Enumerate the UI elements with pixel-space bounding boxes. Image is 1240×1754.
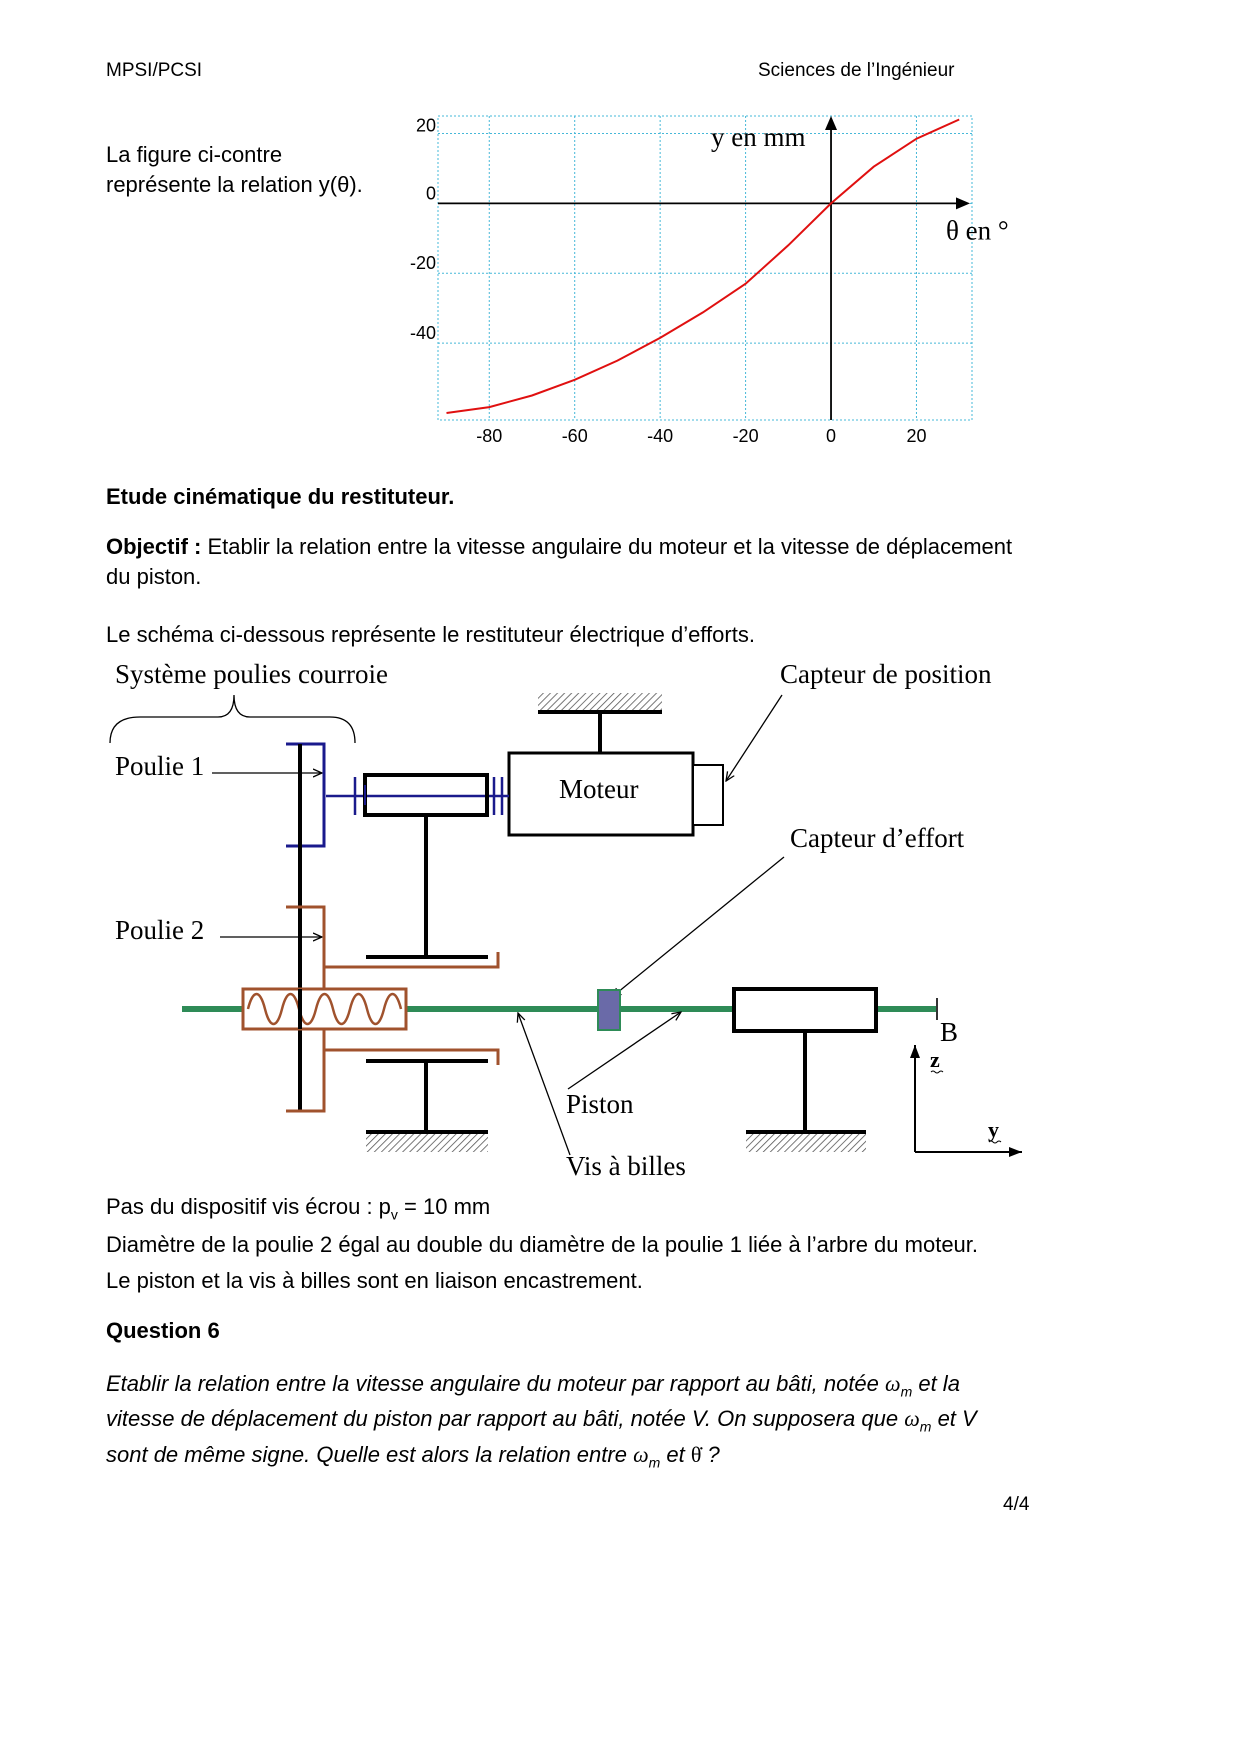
chart-y-tick-label: 0 [425, 183, 436, 204]
omega-sub-3: m [648, 1454, 661, 1471]
chart-curve-y-theta [447, 120, 960, 414]
label-capteur-effort: Capteur d’effort [790, 823, 965, 853]
frame-hatch-motor [538, 693, 662, 711]
omega-symbol-3: ω [633, 1441, 649, 1467]
question-l3-c: ? [701, 1441, 720, 1467]
question-l2-b: et V [931, 1406, 977, 1432]
arrow-piston [568, 1012, 681, 1089]
header-left: MPSI/PCSI [106, 60, 203, 81]
brace-systeme [110, 695, 355, 743]
frame-hatch-lower-right [746, 1134, 866, 1152]
intro-text [106, 140, 363, 200]
chart-ylabel: y en mm [711, 122, 806, 152]
chart-x-tick-label: -80 [476, 426, 503, 446]
chart-ticks [410, 115, 926, 446]
y-theta-chart [380, 100, 1040, 460]
chart-axes [438, 116, 970, 420]
omega-sub: m [900, 1383, 913, 1400]
objective [106, 532, 1036, 592]
pulley-2-upper-arm [324, 952, 498, 967]
pitch-prefix: Pas du dispositif vis écrou : p [106, 1194, 391, 1219]
intro-line-2: représente la relation y(θ). [106, 172, 363, 197]
question-l1-b: et la [912, 1371, 960, 1396]
label-poulie-2: Poulie 2 [115, 915, 205, 945]
chart-x-tick-label: 20 [906, 426, 927, 446]
question-line-3 [106, 1441, 1046, 1476]
chart-x-arrowhead [956, 197, 970, 209]
chart-grid [438, 116, 972, 420]
chart-y-tick-label: -20 [409, 253, 436, 274]
pitch-suffix: = 10 mm [397, 1194, 491, 1219]
question-l3-b: et [660, 1441, 691, 1467]
schema-intro: Le schéma ci-dessous représente le restituteur électrique d’efforts. [106, 622, 755, 647]
frame-hatch-lower-left [366, 1134, 488, 1152]
section-title: Etude cinématique du restituteur. [106, 484, 455, 509]
chart-x-tick-label: -60 [561, 426, 588, 446]
link-line: Le piston et la vis à billes sont en liaison encastrement. [106, 1268, 643, 1293]
question-line-2 [106, 1405, 1046, 1440]
question-line-1 [106, 1370, 1046, 1405]
arrow-capteur-effort [612, 857, 784, 997]
kinematic-diagram [100, 655, 1040, 1195]
pulley-1 [286, 744, 324, 846]
label-axis-z: z [930, 1047, 940, 1072]
pitch-line [106, 1192, 490, 1229]
intro-line-1: La figure ci-contre [106, 142, 283, 167]
chart-y-arrowhead [825, 116, 837, 130]
pitch-sub: v [390, 1206, 398, 1223]
label-systeme-poulies: Système poulies courroie [115, 659, 388, 689]
theta-dot-symbol: θ̇ [690, 1441, 702, 1467]
chart-grid-frame [438, 116, 972, 420]
label-poulie-1: Poulie 1 [115, 751, 205, 781]
label-axis-y: y [988, 1117, 999, 1142]
label-point-b: B [940, 1017, 959, 1047]
chart-x-tick-label: 0 [826, 426, 837, 446]
chart-x-tick-label: -40 [647, 426, 674, 446]
label-capteur-position: Capteur de position [780, 659, 992, 689]
omega-symbol-2: ω [904, 1406, 920, 1432]
force-sensor [598, 990, 620, 1030]
arrow-vis-billes [518, 1013, 570, 1155]
omega-sub-2: m [919, 1418, 932, 1435]
chart-y-tick-label: 20 [415, 115, 436, 136]
question-l3-a: sont de même signe. Quelle est alors la relation entre [106, 1441, 634, 1467]
question-body [106, 1370, 1046, 1476]
chart-xlabel: θ en ° [946, 215, 1009, 246]
diameter-line: Diamètre de la poulie 2 égal au double du diamètre de la poulie 1 liée à l’arbre du moteur. [106, 1232, 979, 1257]
chart-y-tick-label: -40 [409, 323, 436, 344]
chart-x-tick-label: -20 [732, 426, 759, 446]
objective-label: Objectif : [106, 534, 202, 559]
objective-text: Etablir la relation entre la vitesse angulaire du moteur et la vitesse de déplacement du piston. [106, 534, 1013, 589]
header-right: Sciences de l’Ingénieur [758, 60, 955, 81]
question-l1-a: Etablir la relation entre la vitesse angulaire du moteur par rapport au bâti, notée [106, 1371, 886, 1396]
label-piston: Piston [566, 1089, 634, 1119]
page-number: 4/4 [1003, 1494, 1030, 1515]
question-title: Question 6 [106, 1318, 220, 1343]
arrow-capteur-position [726, 695, 782, 781]
question-l2-a: vitesse de déplacement du piston par rapport au bâti, notée V. On supposera que [106, 1406, 905, 1432]
position-sensor [693, 765, 723, 825]
label-vis-billes: Vis à billes [566, 1151, 686, 1181]
label-moteur: Moteur [559, 774, 639, 804]
omega-symbol: ω [885, 1371, 901, 1396]
piston-body [734, 989, 876, 1031]
